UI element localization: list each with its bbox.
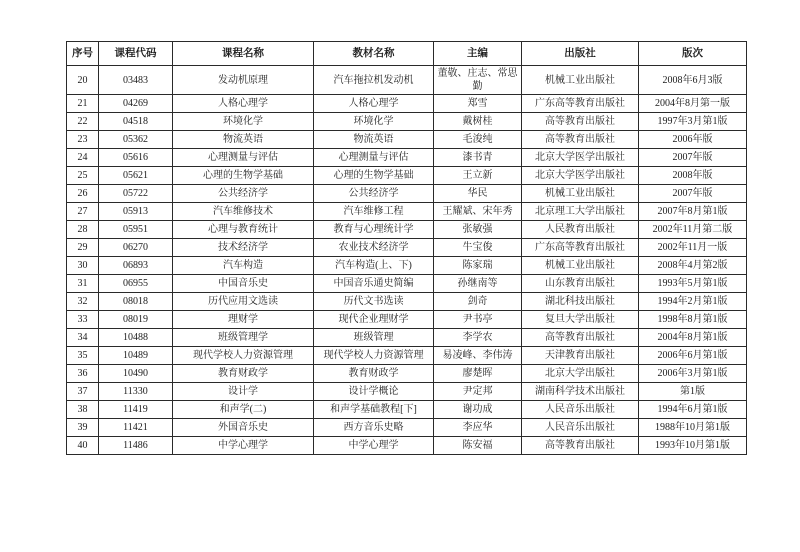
cell-textbook_name: 现代学校人力资源管理 <box>314 347 434 365</box>
cell-index: 34 <box>67 329 99 347</box>
cell-course_code: 05362 <box>99 131 173 149</box>
cell-edition: 2004年8月第1版 <box>639 329 747 347</box>
cell-publisher: 人民教育出版社 <box>522 221 639 239</box>
cell-course_code: 11421 <box>99 419 173 437</box>
cell-editor: 剑奇 <box>434 293 522 311</box>
header-cell-publisher: 出版社 <box>522 42 639 66</box>
cell-course_code: 05913 <box>99 203 173 221</box>
cell-index: 30 <box>67 257 99 275</box>
cell-editor: 李学农 <box>434 329 522 347</box>
cell-edition: 2002年11月一版 <box>639 239 747 257</box>
cell-edition: 2008年4月第2版 <box>639 257 747 275</box>
cell-course_name: 设计学 <box>173 383 314 401</box>
cell-course_code: 11330 <box>99 383 173 401</box>
cell-index: 36 <box>67 365 99 383</box>
cell-publisher: 湖北科技出版社 <box>522 293 639 311</box>
cell-editor: 王耀斌、宋年秀 <box>434 203 522 221</box>
cell-course_name: 外国音乐史 <box>173 419 314 437</box>
table-row <box>67 293 747 311</box>
cell-editor: 华民 <box>434 185 522 203</box>
cell-course_code: 08018 <box>99 293 173 311</box>
cell-index: 31 <box>67 275 99 293</box>
cell-course_name: 历代应用文选读 <box>173 293 314 311</box>
cell-course_name: 人格心理学 <box>173 95 314 113</box>
cell-index: 22 <box>67 113 99 131</box>
header-cell-index: 序号 <box>67 42 99 66</box>
table-row <box>67 221 747 239</box>
cell-course_name: 理财学 <box>173 311 314 329</box>
table-row <box>67 149 747 167</box>
cell-publisher: 机械工业出版社 <box>522 66 639 95</box>
table-row <box>67 66 747 95</box>
cell-publisher: 复旦大学出版社 <box>522 311 639 329</box>
cell-course_code: 03483 <box>99 66 173 95</box>
cell-publisher: 天津教育出版社 <box>522 347 639 365</box>
cell-edition: 1993年5月第1版 <box>639 275 747 293</box>
cell-publisher: 高等教育出版社 <box>522 329 639 347</box>
cell-edition: 1994年6月第1版 <box>639 401 747 419</box>
cell-index: 27 <box>67 203 99 221</box>
table-row <box>67 311 747 329</box>
cell-textbook_name: 农业技术经济学 <box>314 239 434 257</box>
cell-course_name: 中国音乐史 <box>173 275 314 293</box>
cell-course_name: 汽车构造 <box>173 257 314 275</box>
cell-course_code: 05951 <box>99 221 173 239</box>
cell-publisher: 北京理工大学出版社 <box>522 203 639 221</box>
cell-course_name: 发动机原理 <box>173 66 314 95</box>
cell-editor: 戴树桂 <box>434 113 522 131</box>
cell-publisher: 北京大学出版社 <box>522 365 639 383</box>
cell-textbook_name: 班级管理 <box>314 329 434 347</box>
cell-index: 20 <box>67 66 99 95</box>
header-cell-editor: 主编 <box>434 42 522 66</box>
cell-index: 33 <box>67 311 99 329</box>
cell-edition: 2006年6月第1版 <box>639 347 747 365</box>
table-row <box>67 257 747 275</box>
table-row <box>67 383 747 401</box>
cell-publisher: 人民音乐出版社 <box>522 419 639 437</box>
header-cell-edition: 版次 <box>639 42 747 66</box>
cell-course_code: 06955 <box>99 275 173 293</box>
cell-publisher: 广东高等教育出版社 <box>522 95 639 113</box>
cell-course_code: 06893 <box>99 257 173 275</box>
cell-course_name: 现代学校人力资源管理 <box>173 347 314 365</box>
header-cell-course-code: 课程代码 <box>99 42 173 66</box>
cell-index: 24 <box>67 149 99 167</box>
cell-edition: 1997年3月第1版 <box>639 113 747 131</box>
cell-edition: 2004年8月第一版 <box>639 95 747 113</box>
cell-textbook_name: 物流英语 <box>314 131 434 149</box>
cell-course_name: 教育财政学 <box>173 365 314 383</box>
cell-edition: 第1版 <box>639 383 747 401</box>
cell-edition: 2006年版 <box>639 131 747 149</box>
cell-index: 39 <box>67 419 99 437</box>
cell-course_code: 04518 <box>99 113 173 131</box>
cell-editor: 毛浚纯 <box>434 131 522 149</box>
cell-editor: 李应华 <box>434 419 522 437</box>
cell-edition: 2007年版 <box>639 149 747 167</box>
cell-edition: 1994年2月第1版 <box>639 293 747 311</box>
cell-textbook_name: 人格心理学 <box>314 95 434 113</box>
table-body <box>67 66 747 455</box>
table-row <box>67 185 747 203</box>
cell-course_code: 10488 <box>99 329 173 347</box>
cell-textbook_name: 历代文书选读 <box>314 293 434 311</box>
cell-course_code: 11486 <box>99 437 173 455</box>
cell-publisher: 高等教育出版社 <box>522 113 639 131</box>
cell-edition: 2007年8月第1版 <box>639 203 747 221</box>
cell-publisher: 湖南科学技术出版社 <box>522 383 639 401</box>
cell-course_code: 05621 <box>99 167 173 185</box>
table-row <box>67 401 747 419</box>
cell-course_code: 10489 <box>99 347 173 365</box>
table-row <box>67 95 747 113</box>
table-row <box>67 329 747 347</box>
cell-textbook_name: 汽车维修工程 <box>314 203 434 221</box>
cell-index: 23 <box>67 131 99 149</box>
cell-course_name: 中学心理学 <box>173 437 314 455</box>
cell-index: 37 <box>67 383 99 401</box>
cell-editor: 谢功成 <box>434 401 522 419</box>
cell-index: 40 <box>67 437 99 455</box>
cell-textbook_name: 环境化学 <box>314 113 434 131</box>
cell-editor: 孙继南等 <box>434 275 522 293</box>
cell-course_name: 环境化学 <box>173 113 314 131</box>
cell-edition: 2002年11月第二版 <box>639 221 747 239</box>
cell-course_name: 物流英语 <box>173 131 314 149</box>
cell-textbook_name: 公共经济学 <box>314 185 434 203</box>
cell-editor: 牛宝俊 <box>434 239 522 257</box>
cell-textbook_name: 西方音乐史略 <box>314 419 434 437</box>
cell-publisher: 高等教育出版社 <box>522 131 639 149</box>
cell-edition: 1998年8月第1版 <box>639 311 747 329</box>
cell-index: 28 <box>67 221 99 239</box>
cell-course_code: 05616 <box>99 149 173 167</box>
header-cell-textbook-name: 教材名称 <box>314 42 434 66</box>
cell-edition: 1988年10月第1版 <box>639 419 747 437</box>
cell-editor: 郑雪 <box>434 95 522 113</box>
cell-course_code: 05722 <box>99 185 173 203</box>
cell-textbook_name: 心理测量与评估 <box>314 149 434 167</box>
table-row <box>67 419 747 437</box>
table-row <box>67 203 747 221</box>
cell-editor: 易凌峰、李伟涛 <box>434 347 522 365</box>
cell-publisher: 高等教育出版社 <box>522 437 639 455</box>
cell-editor: 陈安福 <box>434 437 522 455</box>
table-row <box>67 275 747 293</box>
cell-index: 32 <box>67 293 99 311</box>
cell-publisher: 机械工业出版社 <box>522 257 639 275</box>
cell-index: 35 <box>67 347 99 365</box>
cell-publisher: 机械工业出版社 <box>522 185 639 203</box>
cell-textbook_name: 设计学概论 <box>314 383 434 401</box>
table-row <box>67 347 747 365</box>
cell-editor: 漆书青 <box>434 149 522 167</box>
cell-publisher: 山东教育出版社 <box>522 275 639 293</box>
cell-textbook_name: 中学心理学 <box>314 437 434 455</box>
table-row <box>67 239 747 257</box>
cell-course_name: 公共经济学 <box>173 185 314 203</box>
cell-course_code: 08019 <box>99 311 173 329</box>
cell-index: 25 <box>67 167 99 185</box>
cell-index: 38 <box>67 401 99 419</box>
table-row <box>67 365 747 383</box>
cell-editor: 陈家瑞 <box>434 257 522 275</box>
cell-editor: 董敬、庄志、常思勤 <box>434 66 522 95</box>
cell-textbook_name: 中国音乐通史简编 <box>314 275 434 293</box>
course-textbook-table <box>66 41 747 455</box>
cell-edition: 2008年版 <box>639 167 747 185</box>
cell-textbook_name: 教育财政学 <box>314 365 434 383</box>
cell-course_name: 心理测量与评估 <box>173 149 314 167</box>
header-cell-course-name: 课程名称 <box>173 42 314 66</box>
cell-textbook_name: 心理的生物学基础 <box>314 167 434 185</box>
cell-course_name: 心理的生物学基础 <box>173 167 314 185</box>
cell-textbook_name: 现代企业理财学 <box>314 311 434 329</box>
table-header-row <box>67 42 747 66</box>
cell-index: 29 <box>67 239 99 257</box>
cell-editor: 尹定邦 <box>434 383 522 401</box>
cell-textbook_name: 汽车拖拉机发动机 <box>314 66 434 95</box>
cell-index: 26 <box>67 185 99 203</box>
cell-course_code: 10490 <box>99 365 173 383</box>
cell-editor: 廖楚晖 <box>434 365 522 383</box>
cell-publisher: 北京大学医学出版社 <box>522 149 639 167</box>
cell-edition: 2006年3月第1版 <box>639 365 747 383</box>
table-row <box>67 167 747 185</box>
cell-edition: 2007年版 <box>639 185 747 203</box>
cell-textbook_name: 和声学基础教程[下] <box>314 401 434 419</box>
cell-edition: 2008年6月3版 <box>639 66 747 95</box>
cell-course_name: 心理与教育统计 <box>173 221 314 239</box>
cell-course_code: 11419 <box>99 401 173 419</box>
cell-course_name: 汽车维修技术 <box>173 203 314 221</box>
cell-course_code: 04269 <box>99 95 173 113</box>
cell-course_name: 技术经济学 <box>173 239 314 257</box>
table-row <box>67 131 747 149</box>
cell-course_name: 班级管理学 <box>173 329 314 347</box>
cell-textbook_name: 教育与心理统计学 <box>314 221 434 239</box>
table-row <box>67 113 747 131</box>
cell-publisher: 北京大学医学出版社 <box>522 167 639 185</box>
cell-course_code: 06270 <box>99 239 173 257</box>
cell-editor: 王立新 <box>434 167 522 185</box>
cell-course_name: 和声学(二) <box>173 401 314 419</box>
cell-edition: 1993年10月第1版 <box>639 437 747 455</box>
cell-publisher: 人民音乐出版社 <box>522 401 639 419</box>
cell-index: 21 <box>67 95 99 113</box>
cell-editor: 张敏强 <box>434 221 522 239</box>
cell-editor: 尹书亭 <box>434 311 522 329</box>
table-row <box>67 437 747 455</box>
cell-textbook_name: 汽车构造(上、下) <box>314 257 434 275</box>
cell-publisher: 广东高等教育出版社 <box>522 239 639 257</box>
